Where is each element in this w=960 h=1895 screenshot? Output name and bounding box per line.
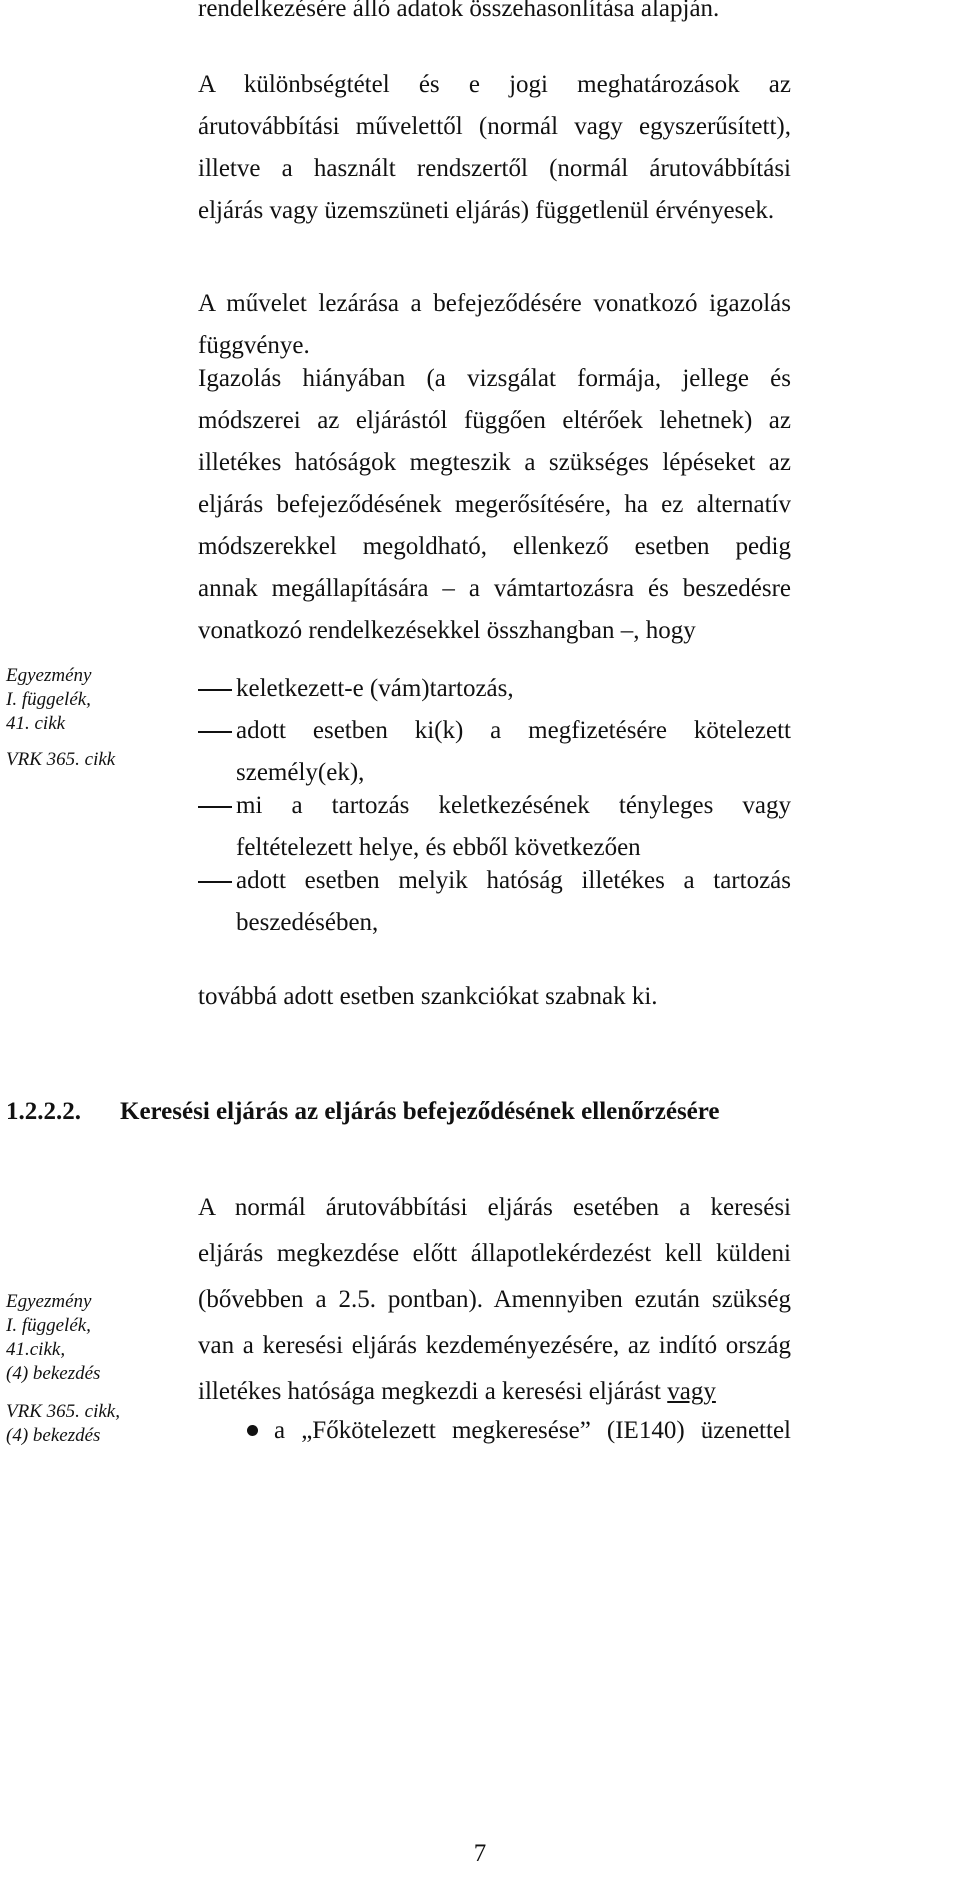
paragraph-3-line: eljárás befejeződésének megerősítésére, ha ez alternatív (198, 491, 791, 518)
paragraph-1-line: A különbségtétel és e jogi meghatározások az (198, 71, 791, 98)
top-text-fragment: rendelkezésére álló adatok összehasonlítása alapján. (198, 0, 720, 22)
margin-reference-line: (4) bekezdés (6, 1363, 101, 1384)
paragraph-3-line: Igazolás hiányában (a vizsgálat formája, jellege és (198, 365, 791, 392)
paragraph-4-last-line: illetékes hatósága megkezdi a keresési eljárást (198, 1378, 668, 1405)
dash-item-text: mi a tartozás keletkezésének tényleges vagy (236, 792, 791, 819)
paragraph-1-line: árutovábbítási művelettől (normál vagy egyszerűsített), (198, 113, 791, 140)
margin-reference-2 (6, 1290, 186, 1448)
underlined-word: vagy (667, 1378, 716, 1405)
paragraph-3-line: módszerekkel megoldható, ellenkező esetben pedig (198, 533, 791, 560)
paragraph-3-line: vonatkozó rendelkezésekkel összhangban –, hogy (198, 617, 696, 644)
section-heading: Keresési eljárás az eljárás befejeződésének ellenőrzésére (120, 1098, 720, 1125)
margin-reference-line: 41.cikk, (6, 1339, 66, 1360)
paragraph-3 (198, 358, 791, 652)
paragraph-4-line: A normál árutovábbítási eljárás esetében a keresési (198, 1194, 791, 1221)
margin-reference-line: 41. cikk (6, 713, 66, 734)
dash-item-text: beszedésében, (236, 909, 379, 936)
paragraph-2-line: A művelet lezárása a befejeződésére vonatkozó igazolás (198, 290, 791, 317)
dash-marker (198, 881, 232, 883)
dash-list-item (198, 710, 791, 794)
closing-sentence: továbbá adott esetben szankciókat szabnak ki. (198, 983, 658, 1010)
paragraph-4-line: van a keresési eljárás kezdeményezésére, az indító ország (198, 1332, 791, 1359)
margin-reference-line: Egyezmény (6, 1291, 92, 1312)
dash-list-item (198, 668, 791, 710)
section-number: 1.2.2.2. (6, 1098, 81, 1125)
margin-reference-1 (6, 664, 186, 772)
paragraph-1-line: illetve a használt rendszertől (normál árutovábbítási (198, 155, 791, 182)
dash-list-item (198, 860, 791, 944)
margin-reference-line: Egyezmény (6, 665, 92, 686)
paragraph-1-line: eljárás vagy üzemszüneti eljárás) függetlenül érvényesek. (198, 197, 775, 224)
bullet-item-text: a „Főkötelezett megkeresése” (IE140) üzenettel (274, 1417, 791, 1444)
dash-marker (198, 806, 232, 808)
bullet-item (274, 1410, 791, 1452)
bullet-marker (247, 1425, 258, 1436)
paragraph-2-line: függvénye. (198, 332, 310, 359)
paragraph-4-line: (bővebben a 2.5. pontban). Amennyiben ezután szükség (198, 1286, 791, 1313)
paragraph-4-line: eljárás megkezdése előtt állapotlekérdezést kell küldeni (198, 1240, 791, 1267)
paragraph-3-line: illetékes hatóságok megteszik a szükséges lépéseket az (198, 449, 791, 476)
dash-item-text: adott esetben melyik hatóság illetékes a tartozás (236, 867, 791, 894)
margin-reference-line: VRK 365. cikk (6, 749, 116, 770)
paragraph-1 (198, 64, 791, 232)
dash-item-text: keletkezett-e (vám)tartozás, (236, 675, 514, 702)
dash-item-text: adott esetben ki(k) a megfizetésére kötelezett (236, 717, 791, 744)
margin-reference-line: VRK 365. cikk, (6, 1401, 120, 1422)
paragraph-4 (198, 1185, 791, 1415)
page-number: 7 (473, 1840, 487, 1867)
margin-reference-line: I. függelék, (6, 1315, 91, 1336)
margin-reference-line: (4) bekezdés (6, 1425, 101, 1446)
dash-item-text: feltételezett helye, és ebből következően (236, 834, 641, 861)
paragraph-3-line: módszerei az eljárástól függően eltérőek lehetnek) az (198, 407, 791, 434)
paragraph-2 (198, 283, 791, 367)
dash-marker (198, 731, 232, 733)
dash-marker (198, 689, 232, 691)
margin-reference-line: I. függelék, (6, 689, 91, 710)
dash-list-item (198, 785, 791, 869)
paragraph-4-line (198, 1369, 791, 1415)
paragraph-3-line: annak megállapítására – a vámtartozásra és beszedésre (198, 575, 791, 602)
dash-item-text: személy(ek), (236, 759, 365, 786)
